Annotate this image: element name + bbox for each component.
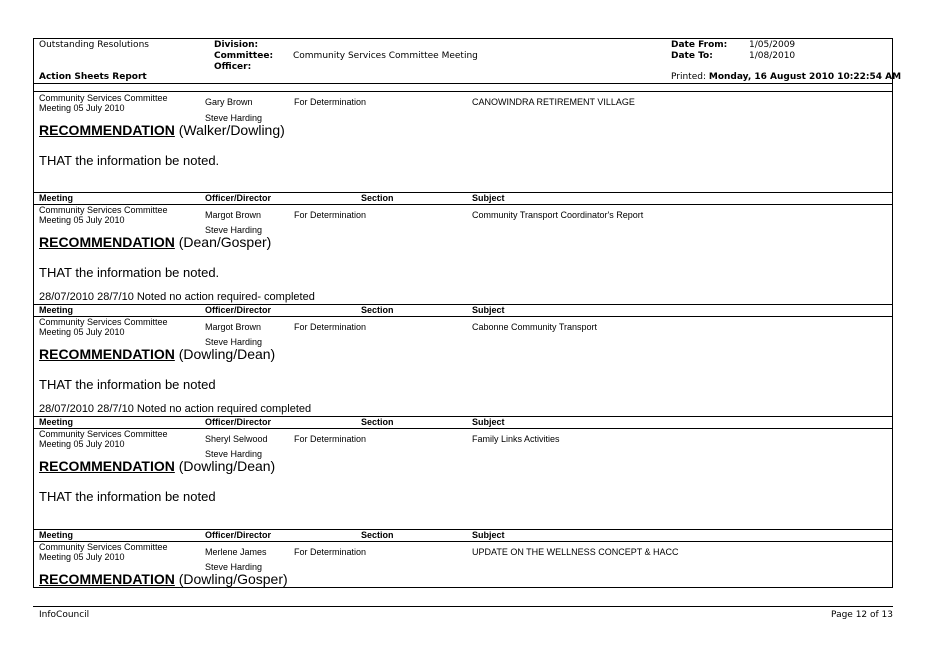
row-divider [33, 304, 893, 305]
col-meeting: Meeting [39, 305, 74, 315]
row-divider [33, 529, 893, 530]
col-meeting: Meeting [39, 530, 74, 540]
officer-name: Merlene James [205, 547, 267, 557]
recommendation-word: RECOMMENDATION [39, 346, 175, 362]
section-value: For Determination [294, 322, 367, 332]
recommendation-heading [39, 122, 285, 138]
officer-name: Gary Brown [205, 97, 253, 107]
recommendation-word: RECOMMENDATION [39, 122, 175, 138]
subject-value: Family Links Activities [472, 434, 560, 444]
subject-value: CANOWINDRA RETIREMENT VILLAGE [472, 97, 635, 107]
director-name: Steve Harding [205, 449, 263, 459]
date-to-value: 1/08/2010 [749, 51, 796, 61]
section-value: For Determination [294, 210, 367, 220]
col-section: Section [361, 530, 394, 540]
recommendation-heading [39, 571, 288, 587]
date-from-label: Date From: [671, 40, 728, 50]
col-meeting: Meeting [39, 193, 74, 203]
action-note: 28/07/2010 28/7/10 Noted no action required- completed [39, 291, 315, 303]
section-value: For Determination [294, 97, 367, 107]
division-label: Division: [214, 40, 259, 50]
meeting-line1: Community Services Committee [39, 205, 168, 215]
col-officer: Officer/Director [205, 530, 272, 540]
committee-label: Committee: [214, 51, 274, 61]
action-note: 28/07/2010 28/7/10 Noted no action required completed [39, 403, 312, 415]
col-officer: Officer/Director [205, 417, 272, 427]
meeting-line1: Community Services Committee [39, 429, 168, 439]
date-to-label: Date To: [671, 51, 713, 61]
director-name: Steve Harding [205, 562, 263, 572]
director-name: Steve Harding [205, 113, 263, 123]
row-divider [33, 192, 893, 193]
recommendation-movers: (Dowling/Gosper) [174, 571, 288, 587]
printed-value: Monday, 16 August 2010 10:22:54 AM [708, 72, 902, 82]
meeting-line2: Meeting 05 July 2010 [39, 552, 125, 562]
col-subject: Subject [472, 530, 505, 540]
section-value: For Determination [294, 434, 367, 444]
report-title: Outstanding Resolutions [39, 40, 149, 50]
resolution-text: THAT the information be noted. [39, 265, 220, 280]
col-section: Section [361, 193, 394, 203]
officer-name: Margot Brown [205, 210, 262, 220]
meeting-line2: Meeting 05 July 2010 [39, 439, 125, 449]
resolution-text: THAT the information be noted [39, 489, 216, 504]
footer-brand: InfoCouncil [39, 610, 90, 620]
director-name: Steve Harding [205, 337, 263, 347]
recommendation-movers: (Dowling/Dean) [174, 346, 276, 362]
recommendation-movers: (Dowling/Dean) [174, 458, 276, 474]
officer-label: Officer: [214, 62, 252, 72]
date-from-value: 1/05/2009 [749, 40, 796, 50]
page-number: Page 12 of 13 [831, 610, 893, 620]
committee-value: Community Services Committee Meeting [293, 51, 478, 61]
col-subject: Subject [472, 305, 505, 315]
recommendation-movers: (Dean/Gosper) [174, 234, 272, 250]
meeting-line2: Meeting 05 July 2010 [39, 103, 125, 113]
col-subject: Subject [472, 417, 505, 427]
recommendation-word: RECOMMENDATION [39, 571, 175, 587]
col-section: Section [361, 417, 394, 427]
recommendation-word: RECOMMENDATION [39, 234, 175, 250]
header-divider [33, 83, 893, 84]
subject-value: Cabonne Community Transport [472, 322, 598, 332]
recommendation-word: RECOMMENDATION [39, 458, 175, 474]
meeting-line2: Meeting 05 July 2010 [39, 327, 125, 337]
officer-name: Margot Brown [205, 322, 262, 332]
meeting-line1: Community Services Committee [39, 93, 168, 103]
subject-value: UPDATE ON THE WELLNESS CONCEPT & HACC [472, 547, 679, 557]
subject-value: Community Transport Coordinator's Report [472, 210, 644, 220]
col-section: Section [361, 305, 394, 315]
col-meeting: Meeting [39, 417, 74, 427]
col-officer: Officer/Director [205, 193, 272, 203]
report-subtitle: Action Sheets Report [39, 72, 147, 82]
col-subject: Subject [472, 193, 505, 203]
resolution-text: THAT the information be noted. [39, 153, 220, 168]
recommendation-heading [39, 234, 271, 250]
row-divider [33, 416, 893, 417]
recommendation-heading [39, 458, 275, 474]
section-value: For Determination [294, 547, 367, 557]
resolution-text: THAT the information be noted [39, 377, 216, 392]
report-frame [33, 38, 893, 588]
col-officer: Officer/Director [205, 305, 272, 315]
printed-line [671, 72, 901, 82]
meeting-line2: Meeting 05 July 2010 [39, 215, 125, 225]
printed-label: Printed: [671, 72, 706, 82]
meeting-line1: Community Services Committee [39, 317, 168, 327]
header-divider-2 [33, 91, 893, 92]
recommendation-heading [39, 346, 275, 362]
footer-divider [33, 606, 893, 607]
meeting-line1: Community Services Committee [39, 542, 168, 552]
recommendation-movers: (Walker/Dowling) [174, 122, 285, 138]
officer-name: Sheryl Selwood [205, 434, 268, 444]
director-name: Steve Harding [205, 225, 263, 235]
